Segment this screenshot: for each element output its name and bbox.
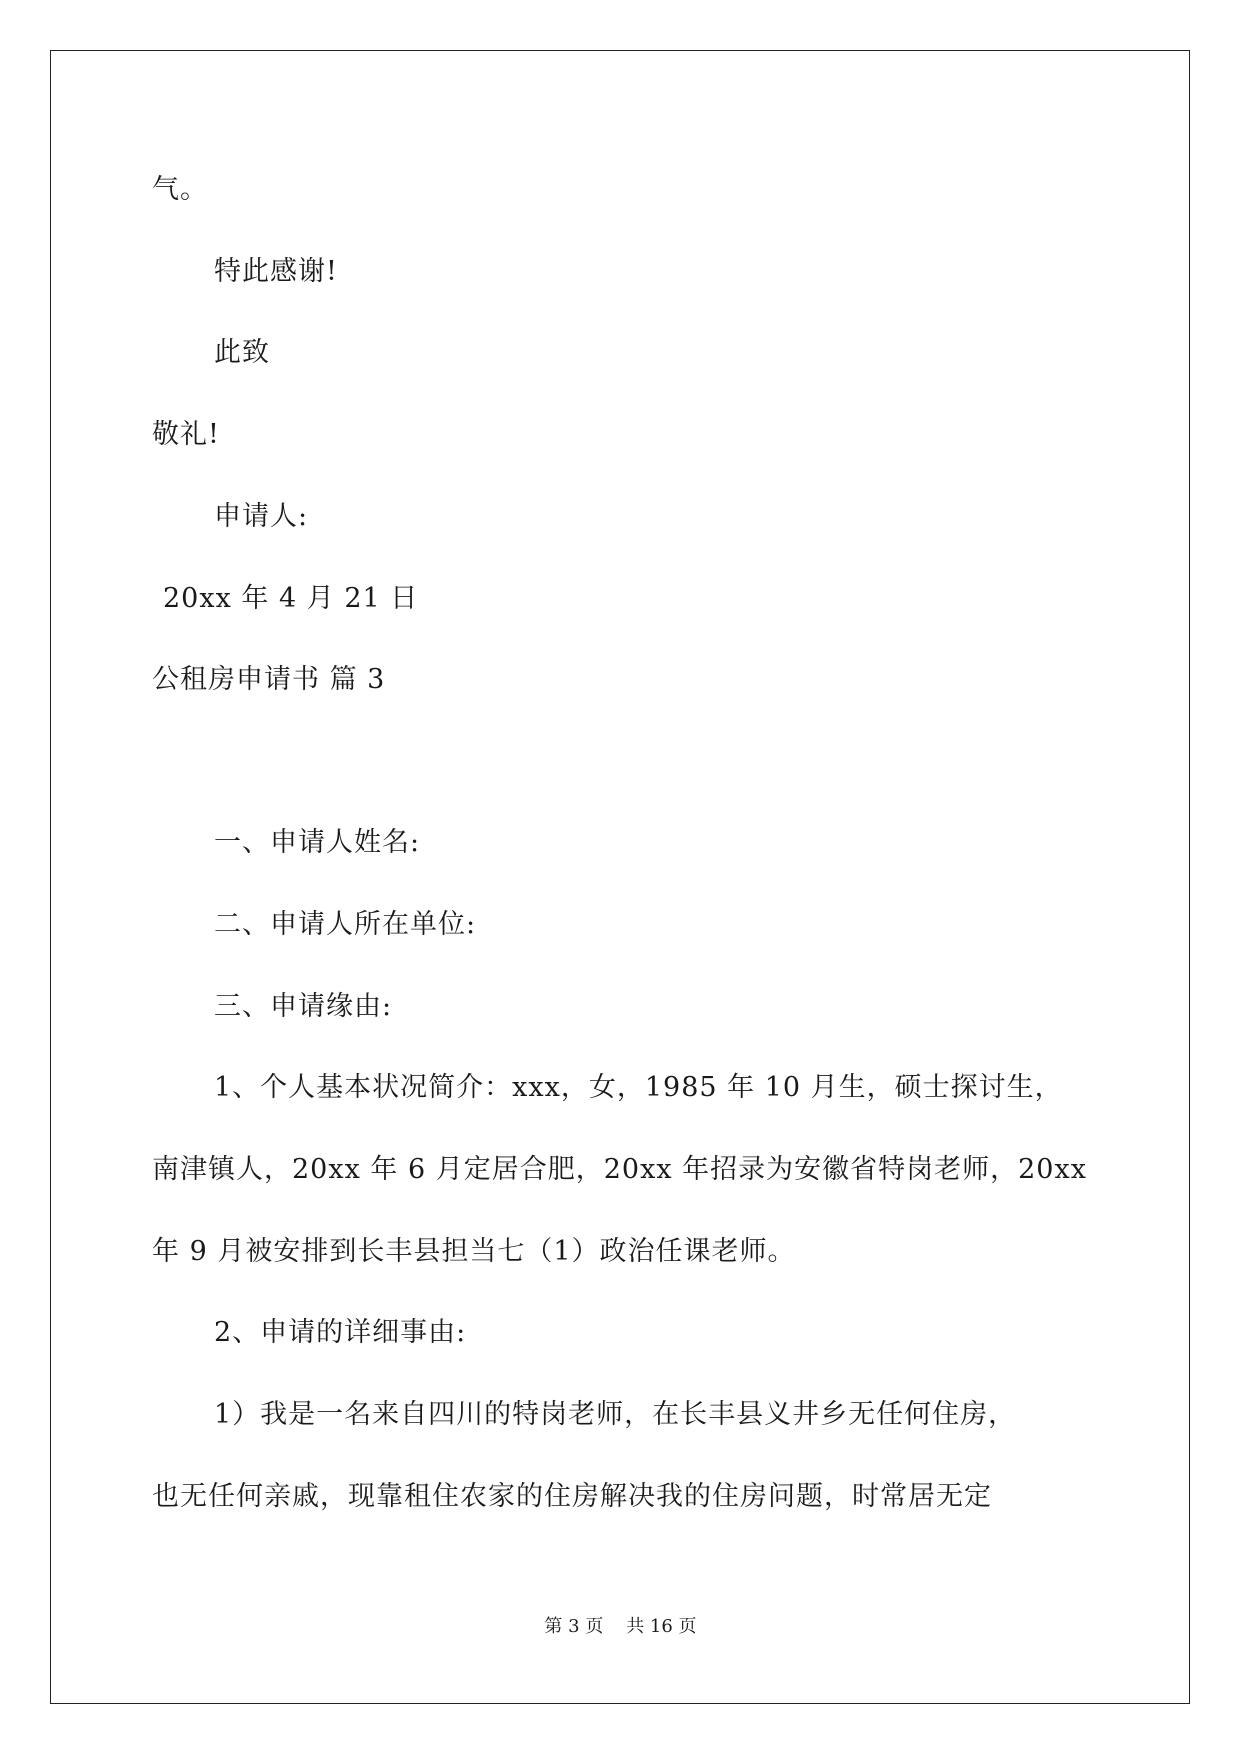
text-line: 二、申请人所在单位: bbox=[214, 909, 477, 940]
section-heading: 公租房申请书 篇 3 bbox=[152, 664, 386, 695]
text-line: 年 9 月被安排到长丰县担当七（1）政治任课老师。 bbox=[152, 1236, 796, 1267]
text-line: 南津镇人，20xx 年 6 月定居合肥，20xx 年招录为安徽省特岗老师，20xx bbox=[152, 1154, 1087, 1185]
text-line: 三、申请缘由: bbox=[214, 991, 393, 1022]
text-line: 特此感谢! bbox=[214, 256, 338, 287]
text-line: 也无任何亲戚，现靠租住农家的住房解决我的住房问题，时常居无定 bbox=[152, 1481, 992, 1512]
text-line: 敬礼! bbox=[152, 419, 220, 450]
text-line: 气。 bbox=[152, 174, 208, 205]
page-frame bbox=[50, 50, 1190, 1704]
text-line: 此致 bbox=[214, 337, 270, 368]
text-line: 一、申请人姓名: bbox=[214, 827, 421, 858]
text-line: 20xx 年 4 月 21 日 bbox=[163, 583, 419, 614]
text-line: 申请人: bbox=[214, 501, 309, 532]
text-line: 1、个人基本状况简介：xxx，女，1985 年 10 月生，硕士探讨生， bbox=[214, 1072, 1063, 1103]
page-number: 第 3 页 共 16 页 bbox=[544, 1616, 697, 1637]
text-line: 2、申请的详细事由: bbox=[214, 1317, 467, 1348]
text-line: 1）我是一名来自四川的特岗老师，在长丰县义井乡无任何住房， bbox=[214, 1399, 1017, 1430]
